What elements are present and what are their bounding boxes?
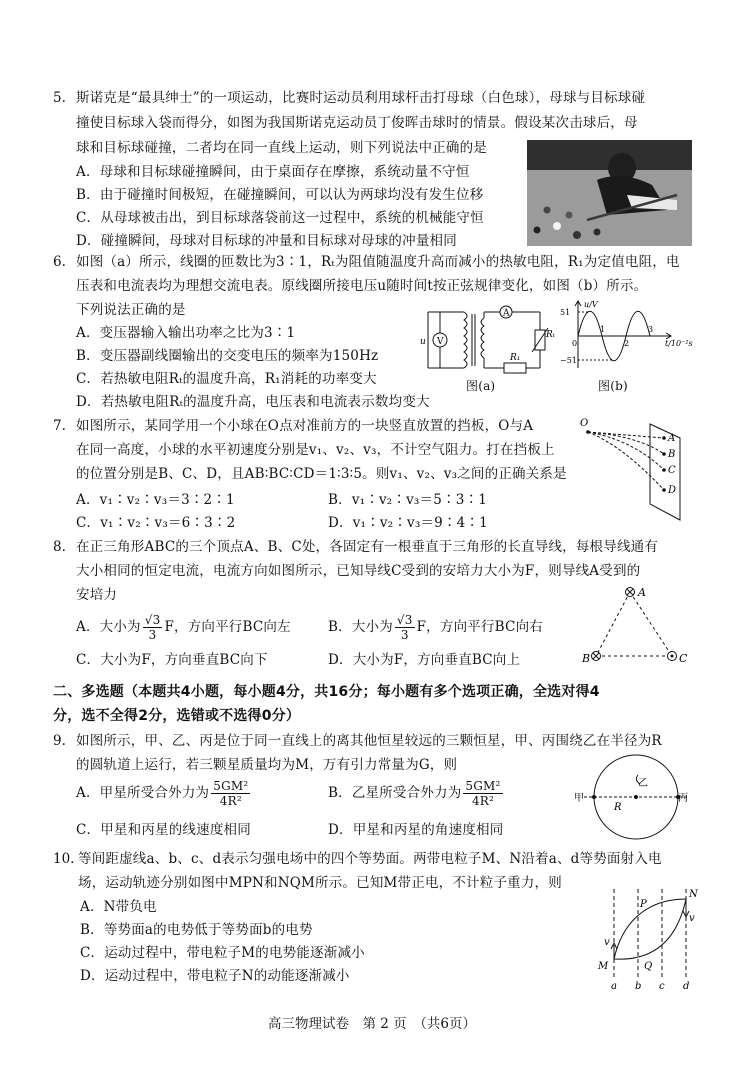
q5-option-b: B．由于碰撞时间极短，在碰撞瞬间，可以认为两球均没有发生位移 (76, 187, 484, 203)
fig-label-o: O (580, 418, 589, 429)
fig-label-v-m: v (604, 937, 610, 948)
q8-option-d: D．大小为F，方向垂直BC向上 (328, 652, 521, 668)
q7-stem-line: 的位置分别是B、C、D，且AB∶BC∶CD＝1∶3∶5。则v₁、v₂、v₃之间的正确关系是 (76, 466, 567, 482)
fig-b-tick: 1 (600, 325, 606, 334)
q8-option-b: B．大小为 $\frac{√3}{3}$ F，方向平行BC向右 (328, 613, 543, 642)
q7-option-d: D．v₁∶v₂∶v₃＝9∶4∶1 (328, 515, 488, 531)
q10-stem-line: 等间距虚线a、b、c、d表示匀强电场中的四个等势面。两带电粒子M、N沿着a、d等势面射入电 (78, 851, 662, 867)
q8-option-c: C．大小为F，方向垂直BC向下 (76, 652, 268, 668)
fig-label-b: B (582, 652, 591, 665)
q10-option-b: B．等势面a的电势低于等势面b的电势 (80, 922, 313, 938)
q8-option-a: A．大小为 $\frac{√3}{3}$ F，方向平行BC向左 (76, 613, 291, 642)
fig-label-b: B (668, 449, 676, 460)
q8-stem-line: 安培力 (76, 587, 118, 603)
q6-option-b: B．变压器副线圈输出的交变电压的频率为150Hz (76, 348, 379, 364)
fig-label-yi: 乙 (638, 778, 648, 789)
q6-number: 6. (53, 254, 66, 270)
fig-label-jia: 甲 (574, 793, 584, 804)
fig-label-plane-d: d (683, 981, 690, 992)
q9-option-a: A．甲星所受合外力为 $\frac{\text{5GM²}}{\text{4R²}}$ (76, 779, 249, 808)
fig-label-m: M (598, 961, 609, 972)
q5-option-a: A．母球和目标球碰撞瞬间，由于桌面存在摩擦，系统动量不守恒 (76, 164, 470, 180)
fig-b-xlabel: t/10⁻²s (665, 339, 693, 348)
fig-label-d: D (668, 485, 677, 496)
q7-stem-line: 如图所示，某同学用一个小球在O点对准前方的一块竖直放置的挡板，O与A (76, 418, 534, 434)
fig-label-r: R (614, 802, 622, 813)
q7-stem-line: 在同一高度，小球的水平初速度分别是v₁、v₂、v₃，不计空气阻力。打在挡板上 (76, 442, 555, 458)
q9-stem-line: 如图所示，甲、乙、丙是位于同一直线上的离其他恒星较远的三颗恒星，甲、丙围绕乙在半径为R (76, 733, 662, 749)
page-footer: 高三物理试卷 第 2 页 （共6页） (267, 1016, 476, 1032)
fig-b-ymax: 51 (560, 308, 571, 317)
section2-heading-cont: 分，选不全得2分，选错或不选得0分） (53, 708, 301, 724)
q9-option-b: B．乙星所受合外力为 $\frac{\text{5GM²}}{\text{4R²}}$ (328, 779, 501, 808)
three-star-orbit-diagram (574, 748, 704, 846)
q7-option-b: B．v₁∶v₂∶v₃＝5∶3∶1 (328, 492, 488, 508)
q9-number: 9. (53, 733, 66, 749)
q10-option-d: D．运动过程中，带电粒子N的动能逐渐减小 (80, 968, 350, 984)
equipotential-trajectory-diagram (594, 885, 698, 993)
svg-text:R₁: R₁ (510, 353, 521, 363)
fig-b-tick: 0 (572, 339, 578, 348)
snooker-photo (527, 140, 692, 246)
fig-label-q: Q (644, 961, 653, 972)
q9-stem-line: 的圆轨道上运行，若三颗星质量均为M，万有引力常量为G，则 (76, 757, 458, 773)
q7-option-c: C．v₁∶v₂∶v₃＝6∶3∶2 (76, 515, 236, 531)
q8-number: 8. (53, 539, 66, 555)
fig-label-c: C (679, 652, 688, 665)
q5-number: 5. (53, 90, 66, 106)
fig-b-caption: 图(b) (598, 379, 628, 393)
q8-stem-line: 在正三角形ABC的三个顶点A、B、C处，各固定有一根垂直于三角形的长直导线，每根导线通有 (76, 539, 659, 555)
fig-b-tick: 3 (648, 325, 654, 334)
fig-label-bing: 丙 (678, 793, 688, 804)
q10-number: 10. (53, 851, 75, 867)
fig-label-plane-a: a (611, 981, 617, 992)
q6-option-a: A．变压器输入输出功率之比为3∶1 (76, 325, 296, 341)
q7-number: 7. (53, 418, 66, 434)
svg-text:A: A (503, 308, 510, 319)
q5-stem-line: 斯诺克是“最具绅士”的一项运动，比赛时运动员利用球杆击打母球（白色球），母球与目标球碰 (76, 90, 646, 106)
fig-a-caption: 图(a) (466, 379, 496, 393)
fig-label-v-n: v (689, 913, 695, 924)
q10-option-a: A．N带负电 (80, 899, 157, 915)
q5-option-c: C．从母球被击出，到目标球落袋前这一过程中，系统的机械能守恒 (76, 210, 484, 226)
q5-stem-line: 球和目标球碰撞，二者均在同一直线上运动，则下列说法中正确的是 (76, 140, 487, 156)
q9-option-d: D．甲星和丙星的角速度相同 (328, 822, 504, 838)
q6-stem-line: 下列说法正确的是 (76, 302, 186, 318)
fig-label-a: A (668, 433, 676, 444)
fig-label-c: C (668, 465, 676, 476)
q6-option-d: D．若热敏电阻Rₜ的温度升高，电压表和电流表示数均变大 (76, 394, 430, 410)
voltage-sine-graph (560, 298, 710, 373)
q6-stem-line: 如图（a）所示，线圈的匝数比为3∶1，Rₜ为阻值随温度升高而减小的热敏电阻，R₁为定值电阻，电 (76, 254, 680, 270)
q6-stem-line: 压表和电流表均为理想交流电表。原线圈所接电压u随时间t按正弦规律变化，如图（b）所示。 (76, 278, 648, 294)
projectile-board-diagram (578, 416, 698, 524)
q7-option-a: A．v₁∶v₂∶v₃＝3∶2∶1 (76, 492, 235, 508)
q10-stem-line: 场，运动轨迹分别如图中MPN和NQM所示。已知M带正电，不计粒子重力，则 (78, 875, 562, 891)
fig-b-tick: 2 (624, 339, 630, 348)
q5-stem-line: 撞使目标球入袋而得分，如图为我国斯诺克运动员丁俊晖击球时的情景。假设某次击球后，母 (76, 115, 638, 131)
fig-label-a: A (638, 586, 646, 599)
svg-text:Rₜ: Rₜ (546, 330, 555, 340)
fig-label-n: N (689, 889, 698, 900)
fig-label-p: P (640, 899, 647, 910)
fig-b-ymin: −51 (560, 356, 577, 365)
triangle-wires-diagram (560, 578, 710, 668)
q5-option-d: D．碰撞瞬间，母球对目标球的冲量和目标球对母球的冲量相同 (76, 233, 457, 249)
fig-b-ylabel: u/V (584, 300, 598, 309)
svg-text:V: V (437, 337, 444, 347)
fig-label-plane-b: b (635, 981, 642, 992)
q10-option-c: C．运动过程中，带电粒子M的电势能逐渐减小 (80, 945, 365, 961)
fig-label-plane-c: c (659, 981, 665, 992)
q9-option-c: C．甲星和丙星的线速度相同 (76, 822, 251, 838)
q6-option-c: C．若热敏电阻Rₜ的温度升高，R₁消耗的功率变大 (76, 371, 377, 387)
section2-heading: 二、多选题（本题共4小题，每小题4分，共16分；每小题有多个选项正确，全选对得4 (53, 684, 600, 700)
svg-text:u: u (420, 337, 426, 347)
q8-stem-line: 大小相同的恒定电流，电流方向如图所示，已知导线C受到的安培力大小为F，则导线A受到的 (76, 563, 641, 579)
